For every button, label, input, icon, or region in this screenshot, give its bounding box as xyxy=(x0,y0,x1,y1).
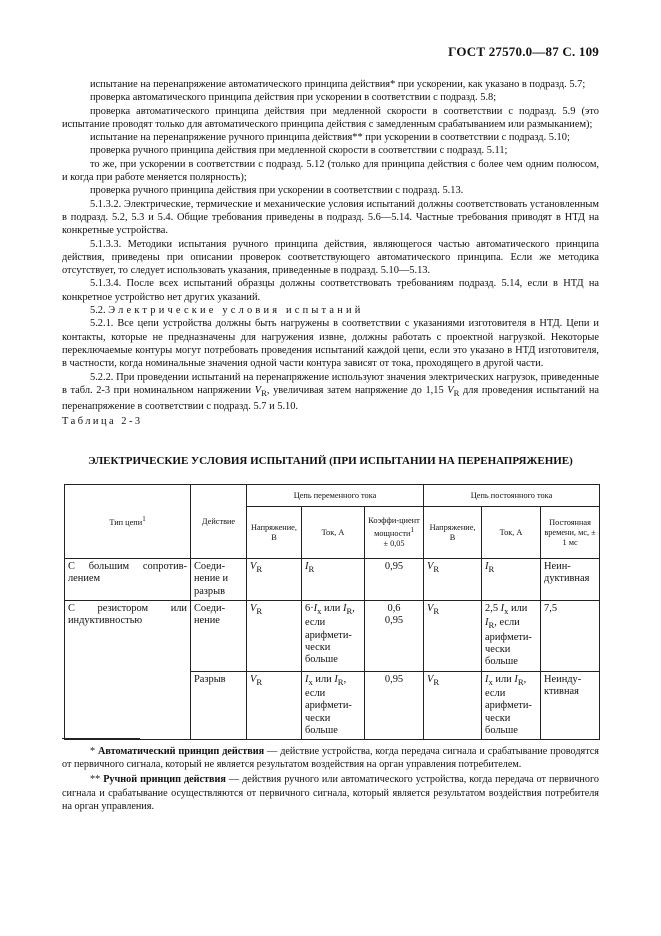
cell-ac-current: $I_R$ xyxy=(302,559,365,601)
paragraph: проверка ручного принципа действия при ускорении в соответствии с подразд. 5.13. xyxy=(90,185,464,197)
table-number: Таблица 2-3 xyxy=(62,415,143,427)
paragraph: 5.1.3.2. Электрические, термические и механические условия испытаний должны соответствовать установленным в подразд. 5.2, 5.3 и 5.4. Общие требования приведены в подразд. 5.6—5.14. Частные требования приводят в НТД на конкретные устройства. xyxy=(62,198,599,237)
voltage-symbol: V xyxy=(254,384,262,396)
cell-dc-voltage: $V_R$ xyxy=(424,600,482,671)
section-heading xyxy=(62,304,599,317)
cell-ac-voltage: $V_R$ xyxy=(247,671,302,740)
voltage-symbol: V xyxy=(447,384,454,396)
cell-dc-current: $I_x$ или $I_R$, если арифмети-чески больше xyxy=(482,671,541,740)
paragraph: испытание на перенапряжение автоматического принципа действия* при ускорении, как указано в подразд. 5.7; xyxy=(90,79,586,90)
header-ac-current: Ток, А xyxy=(302,507,365,559)
header-dc-current: Ток, А xyxy=(482,507,541,559)
paragraph: 5.2.2. При проведении испытаний на перенапряжение используют значения электрических нагрузок, приведенные в табл. 2-3 при номинальном напряжении $V_R$, увеличивая затем напряжение до 1,15 $V_R$ для проведения испытаний на перенапряжение в соответствии с подразд. 5.7 и 5.10. xyxy=(62,371,600,413)
footnote-divider xyxy=(62,738,140,739)
header-ac-voltage: Напряжение, В xyxy=(247,507,302,559)
cell-ac-current: $I_x$ или $I_R$, если арифмети-чески больше xyxy=(302,671,365,740)
cell-ac-current: $6\cdot I_x$ или $I_R$, если арифмети-чески больше xyxy=(302,600,365,671)
header-time-constant: Постоянная времени, мс, ± 1 мс xyxy=(541,507,600,559)
footnotes xyxy=(62,745,599,815)
table-title: ЭЛЕКТРИЧЕСКИЕ УСЛОВИЯ ИСПЫТАНИЙ (ПРИ ИСПЫТАНИИ НА ПЕРЕНАПРЯЖЕНИЕ) xyxy=(88,455,573,467)
paragraph: испытание на перенапряжение ручного принципа действия** при ускорении в соответствии с подразд. 5.10; xyxy=(90,132,570,144)
header-dc-voltage: Напряжение, В xyxy=(424,507,482,559)
section-number: 5.2. xyxy=(90,305,106,317)
footnote: * Автоматический принцип действия — действие устройства, когда передача сигнала и срабатывание проводятся от первичного сигнала, который не является результатом воздействия на орган управления потребителем. xyxy=(62,746,599,771)
paragraph: 5.2.1. Все цепи устройства должны быть нагружены в соответствии с указаниями изготовителя в НТД. Цепи и контакты, которые не предназначены для нагружения извне, должны работать с проектной нагрузкой. Некоторые переключаемые контуры могут потребовать проведения испытаний каждой цепи, если это указано в НТД изготовителя, в частности, когда номинальные значения одной части контура зависят от тока, проходящего в другой части. xyxy=(62,318,599,370)
cell-action: Соеди-нение xyxy=(191,600,247,671)
cell-power-factor: 0,95 xyxy=(365,671,424,740)
cell-time-constant: Неин-дуктивная xyxy=(541,559,600,601)
cell-power-factor: 0,95 xyxy=(365,559,424,601)
header-dc-group: Цепь постоянного тока xyxy=(424,485,600,507)
cell-circuit-type-continued xyxy=(65,671,191,740)
paragraph: проверка автоматического принципа действия при медленной скорости в соответствии с подразд. 5.9 (это испытание проводят только для автоматического принципа действия с замедленным срабатыванием или размыканием); xyxy=(62,105,599,130)
footnote: ** Ручной принцип действия — действия ручного или автоматического устройства, когда передача от первичного сигнала и срабатывание осуществляются от первичного сигнала, который является результатом воздействия потребителя на орган управления. xyxy=(62,774,599,812)
paragraph: 5.1.3.3. Методики испытания ручного принципа действия, являющегося частью автоматического принципа действия, приведены при описании проверок соответствующего автоматического принципа. Если же методика отсутствует, то следует использовать указания, приведенные в подразд. 5.10—5.13. xyxy=(62,238,599,277)
cell-power-factor: 0,6 0,95 xyxy=(365,600,424,671)
paragraph: проверка ручного принципа действия при медленной скорости в соответствии с подразд. 5.11; xyxy=(90,145,508,157)
paragraph: 5.1.3.4. После всех испытаний образцы должны соответствовать требованиям подразд. 5.14, если в НТД на конкретное устройство нет других указаний. xyxy=(62,278,599,303)
body-text xyxy=(62,78,599,428)
cell-time-constant: Неинду-ктивная xyxy=(541,671,600,740)
conditions-table xyxy=(64,484,600,740)
section-title: Электрические условия испытаний xyxy=(108,305,364,317)
cell-circuit-type: С большим сопротив-лением xyxy=(65,559,191,601)
cell-circuit-type: С резистором или индуктивностью xyxy=(65,600,191,671)
cell-time-constant: 7,5 xyxy=(541,600,600,671)
cell-action: Соеди-нение и разрыв xyxy=(191,559,247,601)
cell-dc-current: $I_R$ xyxy=(482,559,541,601)
header-circuit-type: Тип цепи$^1$ xyxy=(65,485,191,559)
paragraph: проверка автоматического принципа действия при ускорении в соответствии с подразд. 5.8; xyxy=(90,92,497,104)
cell-dc-voltage: $V_R$ xyxy=(424,671,482,740)
cell-dc-voltage: $V_R$ xyxy=(424,559,482,601)
header-action: Действие xyxy=(191,485,247,559)
page-header: ГОСТ 27570.0—87 С. 109 xyxy=(448,44,599,59)
header-ac-group: Цепь переменного тока xyxy=(247,485,424,507)
cell-ac-voltage: $V_R$ xyxy=(247,559,302,601)
cell-ac-voltage: $V_R$ xyxy=(247,600,302,671)
cell-dc-current: 2,5 $I_x$ или $I_R$, если арифмети-чески больше xyxy=(482,600,541,671)
cell-action: Разрыв xyxy=(191,671,247,740)
header-power-factor: Коэффи-циент мощности$^1$ ± 0,05 xyxy=(365,507,424,559)
paragraph: то же, при ускорении в соответствии с подразд. 5.12 (только для принципа действия с более чем одним полюсом, и когда при работе меняется полярность); xyxy=(62,158,599,184)
